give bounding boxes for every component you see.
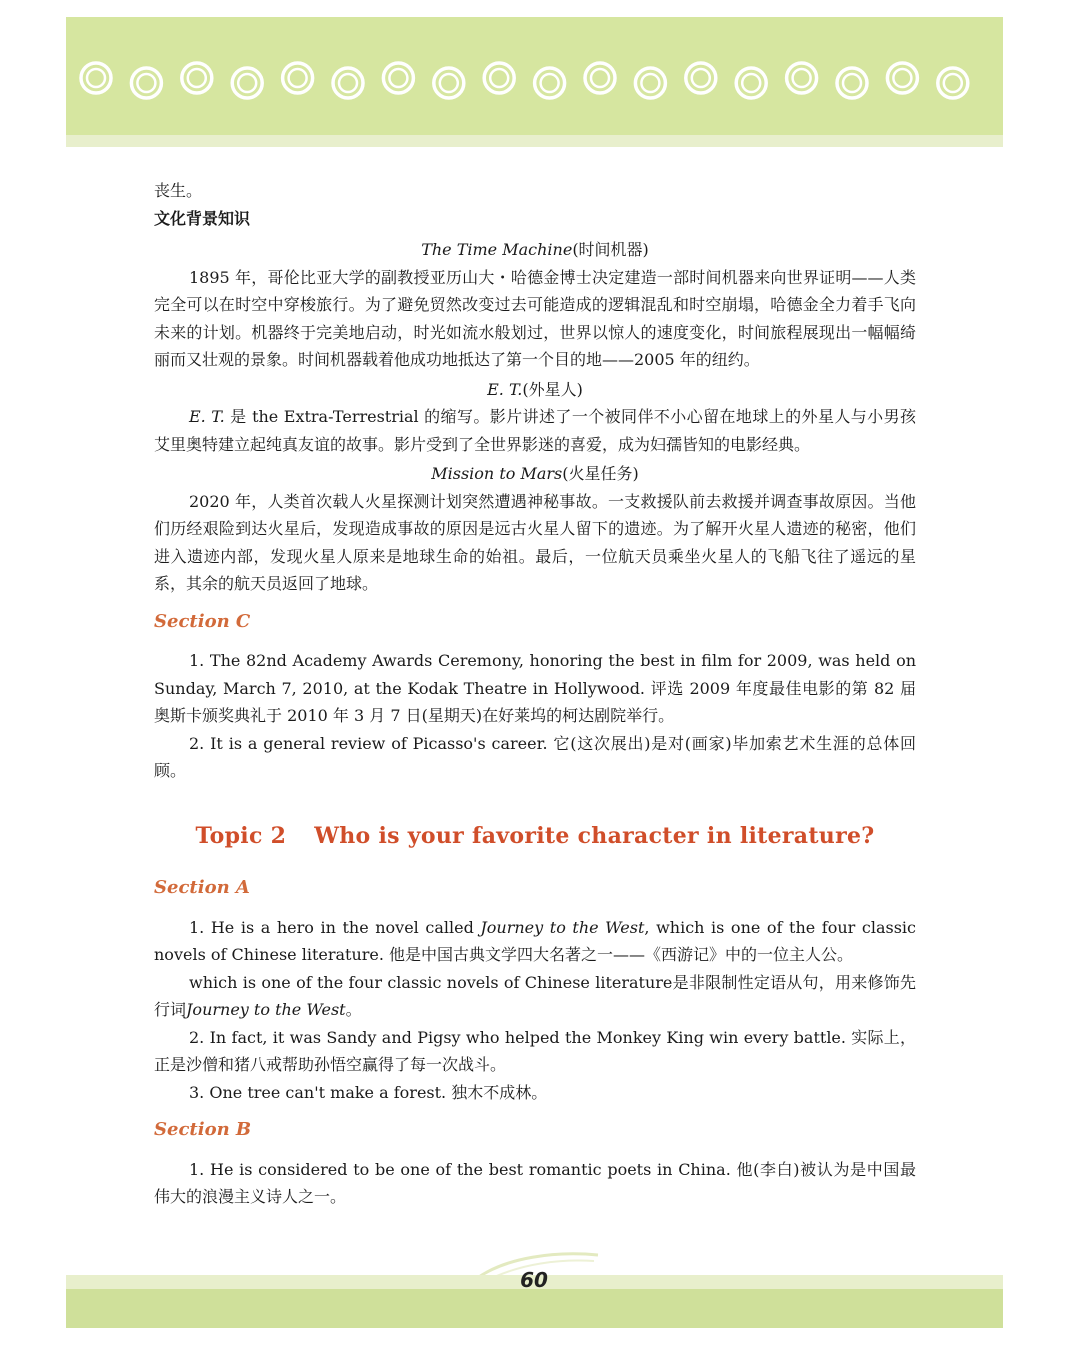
ring-icon bbox=[283, 63, 313, 93]
et-title-cn: (外星人) bbox=[522, 379, 583, 399]
et-lead: E. T. bbox=[189, 407, 225, 426]
ring-icon bbox=[434, 68, 464, 98]
mars-paragraph: 2020 年，人类首次载人火星探测计划突然遭遇神秘事故。一支救援队前去救援并调查事故原因。当他们历经艰险到达火星后，发现造成事故的原因是远古火星人留下的遗迹。为了解开火星人遗迹的秘密，他们进入遗迹内部，发现火星人原来是地球生命的始祖。最后，一位航天员乘坐火星人的飞船飞往了遥远的星系，其余的航天员返回了地球。 bbox=[154, 491, 916, 593]
mars-title-en: Mission to Mars bbox=[431, 464, 563, 483]
ring-icon bbox=[837, 68, 867, 98]
mars-title bbox=[154, 460, 916, 488]
ring-icon bbox=[938, 68, 968, 98]
section-c-item-2: 2. It is a general review of Picasso's career. 它(这次展出)是对(画家)毕加索艺术生涯的总体回顾。 bbox=[154, 733, 916, 780]
header-strip bbox=[66, 135, 1003, 147]
section-a-heading: Section A bbox=[154, 877, 250, 898]
et-title bbox=[154, 376, 916, 404]
ring-icon bbox=[333, 68, 363, 98]
time-machine-title bbox=[154, 236, 916, 264]
ring-icon bbox=[736, 68, 766, 98]
ring-icon bbox=[383, 63, 413, 93]
time-machine-paragraph: 1895 年，哥伦比亚大学的副教授亚历山大・哈德金博士决定建造一部时间机器来向世界证明——人类完全可以在时空中穿梭旅行。为了避免贸然改变过去可能造成的逻辑混乱和时空崩塌，哈德金全力着手飞向未来的计划。机器终于完美地启动，时光如流水般划过，世界以惊人的速度变化，时间旅程展现出一幅幅绮丽而又壮观的景象。时间机器载着他成功地抵达了第一个目的地——2005 年的纽约。 bbox=[154, 267, 916, 369]
section-a-item-3: 3. One tree can't make a forest. 独木不成林。 bbox=[189, 1082, 548, 1102]
ring-icon bbox=[87, 69, 105, 87]
section-a-item-1-start: 1. He is a hero in the novel called bbox=[189, 917, 481, 937]
ring-icon bbox=[137, 74, 155, 92]
ring-icon bbox=[843, 74, 861, 92]
section-b-item-1: 1. He is considered to be one of the best romantic poets in China. 他(李白)被认为是中国最伟大的浪漫主义诗人之一。 bbox=[154, 1159, 916, 1206]
ring-icon bbox=[944, 74, 962, 92]
textbook-page bbox=[66, 17, 1003, 1328]
section-a-note bbox=[154, 969, 916, 1024]
mars-title-cn: (火星任务) bbox=[562, 464, 639, 483]
et-title-en: E. T. bbox=[487, 379, 523, 399]
topic-question: Who is your favorite character in literature? bbox=[314, 822, 875, 849]
time-machine-title-cn: (时间机器) bbox=[572, 240, 649, 259]
section-a-note-end: 。 bbox=[345, 1000, 362, 1019]
time-machine-title-en: The Time Machine bbox=[421, 240, 573, 259]
ring-icon bbox=[440, 74, 458, 92]
ring-icon bbox=[182, 63, 212, 93]
ring-icon bbox=[81, 63, 111, 93]
ring-icon bbox=[188, 69, 206, 87]
section-c-heading: Section C bbox=[154, 610, 251, 632]
et-paragraph-rest: 是 the Extra-Terrestrial 的缩写。影片讲述了一个被同伴不小心留在地球上的外星人与小男孩艾里奥特建立起纯真友谊的故事。影片受到了全世界影迷的喜爱，成为妇孺皆知的电影经典。 bbox=[154, 407, 916, 454]
ring-icon bbox=[490, 69, 508, 87]
ring-icon bbox=[635, 68, 665, 98]
continuation-line: 丧生。 bbox=[154, 181, 203, 200]
section-a-item-1 bbox=[154, 914, 916, 969]
section-a-note-text: which is one of the four classic novels of Chinese literature是非限制性定语从句，用来修饰先行词 bbox=[154, 972, 916, 1019]
ring-icon bbox=[893, 69, 911, 87]
ring-icon bbox=[793, 69, 811, 87]
ring-icon bbox=[742, 74, 760, 92]
topic-number: Topic 2 bbox=[195, 822, 287, 849]
section-a-item-1-title: Journey to the West bbox=[480, 917, 645, 937]
ring-icon bbox=[787, 63, 817, 93]
ring-icon bbox=[238, 74, 256, 92]
ring-icon bbox=[339, 74, 357, 92]
ring-icon bbox=[535, 68, 565, 98]
ring-icon bbox=[686, 63, 716, 93]
ring-icon bbox=[541, 74, 559, 92]
header-rings-decoration bbox=[66, 17, 1003, 135]
ring-icon bbox=[585, 63, 615, 93]
page-content bbox=[154, 177, 916, 1211]
section-a-item-1-end: , which is one of the four classic novels of Chinese literature. 他是中国古典文学四大名著之一——《西游记》中的一位主人公。 bbox=[154, 917, 916, 964]
ring-icon bbox=[591, 69, 609, 87]
ring-icon bbox=[289, 69, 307, 87]
ring-icon bbox=[131, 68, 161, 98]
ring-icon bbox=[692, 69, 710, 87]
ring-icon bbox=[389, 69, 407, 87]
et-paragraph bbox=[154, 403, 916, 458]
section-a-item-2: 2. In fact, it was Sandy and Pigsy who helped the Monkey King win every battle. 实际上，正是沙僧和猪八戒帮助孙悟空赢得了每一次战斗。 bbox=[154, 1027, 916, 1074]
section-a-note-title: Journey to the West bbox=[186, 1000, 346, 1019]
page-number-badge bbox=[504, 1260, 564, 1300]
section-c-item-1: 1. The 82nd Academy Awards Ceremony, honoring the best in film for 2009, was held on Sunday, March 7, 2010, at the Kodak Theatre in Hollywood. 评选 2009 年度最佳电影的第 82 届奥斯卡颁奖典礼于 2010 年 3 月 7 日(星期天)在好莱坞的柯达剧院举行。 bbox=[154, 651, 916, 725]
page-number: 60 bbox=[520, 1268, 548, 1292]
topic-heading bbox=[154, 823, 916, 851]
ring-icon bbox=[232, 68, 262, 98]
culture-heading: 文化背景知识 bbox=[154, 208, 251, 228]
ring-icon bbox=[484, 63, 514, 93]
section-b-heading: Section B bbox=[154, 1119, 252, 1140]
ring-icon bbox=[887, 63, 917, 93]
ring-icon bbox=[641, 74, 659, 92]
